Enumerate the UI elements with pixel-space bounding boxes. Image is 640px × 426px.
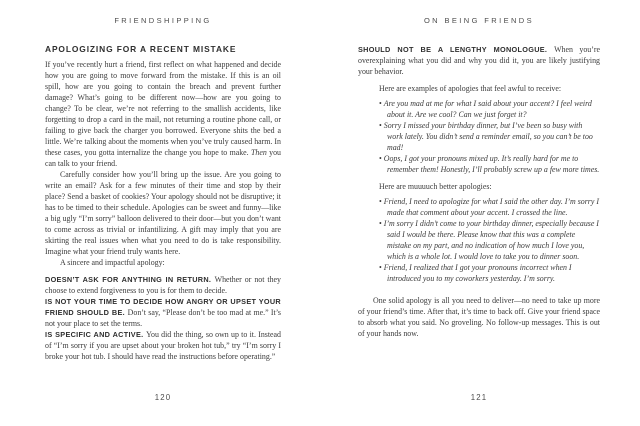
bold-lead-in: DOESN’T ASK FOR ANYTHING IN RETURN. [45, 275, 215, 284]
bold-lead-in: SHOULD NOT BE A LENGTHY MONOLOGUE. [358, 45, 555, 54]
text-segment: Don’t say, “Please don’t be too mad at me.” It’s not your place to set the terms. [45, 308, 281, 328]
paragraph [379, 181, 600, 192]
text-segment: Then [251, 148, 267, 157]
text-segment: If you’ve recently hurt a friend, first reflect on what happened and decide how you are going to move forward from the mistake. If this is an oil spill, how are you going to contain the breach and prevent further damage? What’s going to be different now—how are you going to change? To be clear, we’re not referring to the smallish accidents, like forgetting to drop a card in the mail, not returning a routine phone call, or failing to give back the charger you borrowed. Everyone shits the bed a little. We’re talking about the moments when you’ve truly caused harm. In these cases, you gotta internalize the change you hope to make. [45, 60, 281, 157]
page-number-right: 121 [470, 393, 488, 402]
page-right-column [358, 0, 600, 426]
bullet-item: • Are you mad at me for what I said about your accent? I feel weird about it. Are we cool? Can we just forget it? [379, 98, 600, 120]
page-right-body [358, 44, 600, 339]
text-segment: When you’re overexplaining what you did and why you did it, you are likely justifying your behavior. [358, 45, 600, 76]
paragraph [358, 295, 600, 339]
bullet-item: • Sorry I missed your birthday dinner, but I’ve been so busy with work lately. You didn’t send a reminder email, so you can’t be too mad! [379, 120, 600, 153]
bold-lead-in: IS SPECIFIC AND ACTIVE. [45, 330, 147, 339]
paragraph [379, 83, 600, 94]
bullet-item: • Oops, I got your pronouns mixed up. It’s really hard for me to remember them! Honestly, I’ll probably screw up a few more times. [379, 153, 600, 175]
text-segment: you can talk to your friend. [45, 148, 282, 168]
text-segment: One solid apology is all you need to deliver—no need to take up more of your friend’s time. After that, it’s time to back off. Give your friend space to absorb what you said. No groveling. No follow-up messages. This is out of your hands now. [358, 296, 600, 338]
page-right-content [358, 44, 600, 339]
paragraph [45, 329, 281, 362]
bullet-list [379, 196, 600, 284]
page-right [320, 0, 640, 426]
paragraph [45, 59, 281, 169]
running-header-right: ON BEING FRIENDS [423, 16, 535, 25]
bold-lead-in: IS NOT YOUR TIME TO DECIDE HOW ANGRY OR UPSET YOUR FRIEND SHOULD BE. [45, 297, 281, 317]
text-segment: Carefully consider how you’ll bring up the issue. Are you going to write an email? Ask for a few minutes of their time and stop by their place? Send a basket of cookies? Your apology should not be disruptive; it has to be timed to their schedule. Apologies can be sweet and funny—like a big ugly “I’m sorry” balloon delivered to their door—but you don’t want to come across as trivial or infantilizing. A gift may imply that you are skirting the real issues when what you need to do is take responsibility. Imagine what your friend truly wants here. [45, 170, 281, 256]
paragraph [45, 296, 281, 329]
paragraph [45, 257, 281, 268]
text-segment: Here are muuuuch better apologies: [379, 182, 492, 191]
text-segment: You did the thing, so own up to it. Instead of “I’m sorry if you are upset about your broken hot tub,” try “I’m sorry I broke your hot tub. I should have read the instructions before operating.” [45, 330, 281, 361]
section-heading: APOLOGIZING FOR A RECENT MISTAKE [45, 44, 237, 54]
page-left-body [45, 59, 281, 362]
paragraph [358, 44, 600, 77]
page-left-column [45, 0, 281, 426]
text-segment: Whether or not they choose to extend forgiveness to you is for them to decide. [45, 275, 282, 295]
page-left-content [45, 44, 281, 362]
paragraph [45, 169, 281, 257]
running-header-left: FRIENDSHIPPING [114, 16, 212, 25]
text-segment: A sincere and impactful apology: [60, 258, 165, 267]
bullet-item: • Friend, I need to apologize for what I said the other day. I’m sorry I made that comment about your accent. I crossed the line. [379, 196, 600, 218]
text-segment: Here are examples of apologies that feel awful to receive: [379, 84, 562, 93]
paragraph [45, 274, 281, 296]
bullet-item: • Friend, I realized that I got your pronouns incorrect when I introduced you to my coworkers yesterday. I’m sorry. [379, 262, 600, 284]
bullet-list [379, 98, 600, 175]
bullet-item: • I’m sorry I didn’t come to your birthday dinner, especially because I said I would be there. Please know that this was a complete mistake on my part, and no indication of how much I love you, which is a whole lot. I would love to take you to dinner soon. [379, 218, 600, 262]
page-number-left: 120 [154, 393, 172, 402]
